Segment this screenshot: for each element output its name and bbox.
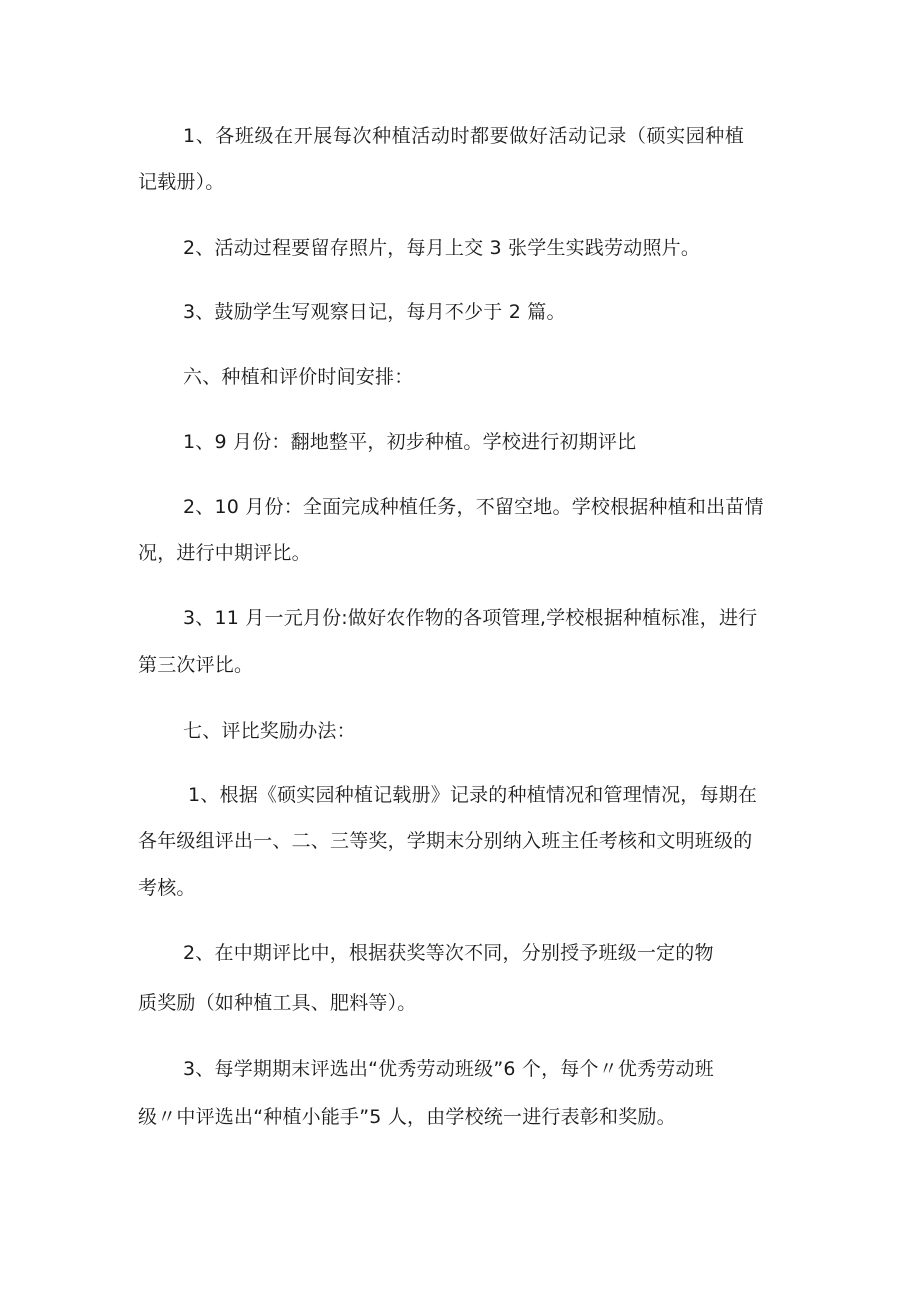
item-7-1-line-1: 1、根据《硕实园种植记载册》记录的种植情况和管理情况，每期在 <box>188 784 758 806</box>
item-7-1-line-2: 各年级组评出一、二、三等奖，学期末分别纳入班主任考核和文明班级的 <box>138 830 753 852</box>
item-5-1-line-2: 记载册）。 <box>138 171 225 193</box>
item-7-2-line-2: 质奖励（如种植工具、肥料等）。 <box>138 992 417 1014</box>
item-7-3-line-2: 级〃中评选出“种植小能手”5 人，由学校统一进行表彰和奖励。 <box>138 1106 676 1128</box>
section-6-heading: 六、种植和评价时间安排： <box>183 366 414 388</box>
item-6-1: 1、9 月份：翻地整平，初步种植。学校进行初期评比 <box>183 431 637 453</box>
item-7-2-line-1: 2、在中期评比中，根据获奖等次不同，分别授予班级一定的物 <box>183 942 714 964</box>
item-7-1-line-3: 考核。 <box>138 877 196 899</box>
item-7-3-line-1: 3、每学期期末评选出“优秀劳动班级”6 个，每个〃优秀劳动班 <box>183 1058 714 1080</box>
item-5-3: 3、鼓励学生写观察日记，每月不少于 2 篇。 <box>183 301 566 323</box>
item-5-2: 2、活动过程要留存照片，每月上交 3 张学生实践劳动照片。 <box>183 237 701 259</box>
item-5-1-line-1: 1、各班级在开展每次种植活动时都要做好活动记录（硕实园种植 <box>183 125 745 147</box>
item-6-2-line-1: 2、10 月份：全面完成种植任务，不留空地。学校根据种植和出苗情 <box>183 496 764 518</box>
section-7-heading: 七、评比奖励办法： <box>183 720 356 742</box>
item-6-3-line-1: 3、11 月一元月份:做好农作物的各项管理,学校根据种植标准，进行 <box>183 607 758 629</box>
item-6-2-line-2: 况，进行中期评比。 <box>138 542 311 564</box>
item-6-3-line-2: 第三次评比。 <box>138 654 254 676</box>
